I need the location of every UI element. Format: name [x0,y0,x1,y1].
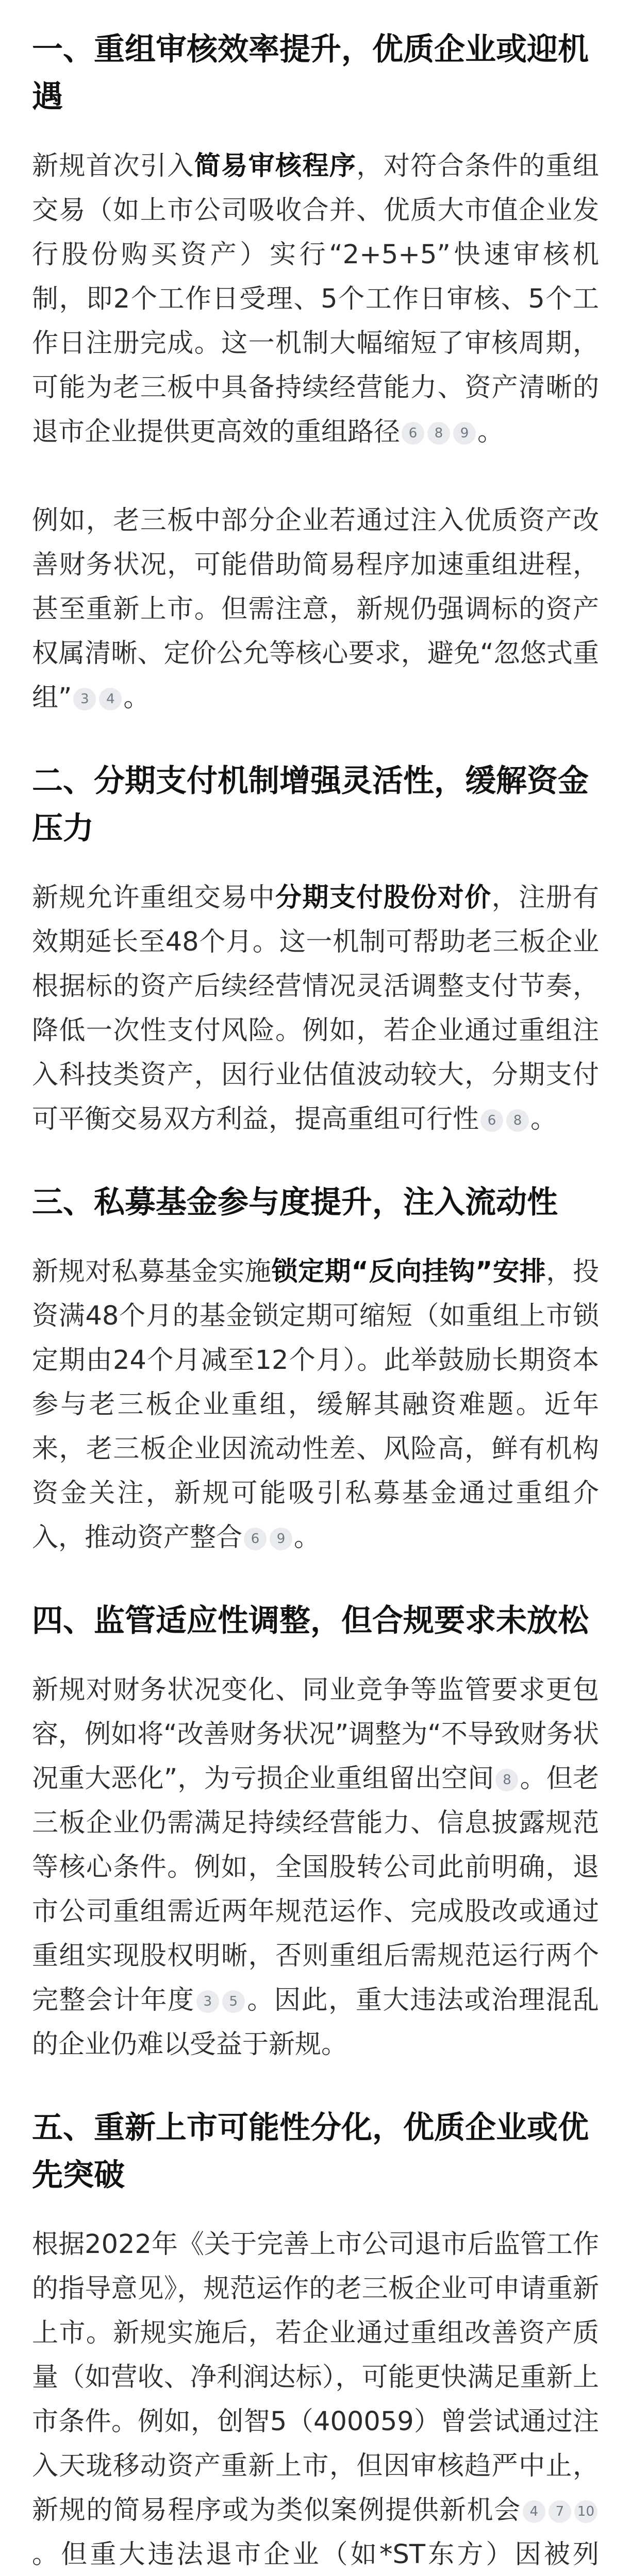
section-title: 五、重新上市可能性分化，优质企业或优先突破 [32,2110,589,2193]
paragraph [32,1250,599,1560]
text-run: 例如，老三板中部分企业若通过注入优质资产改善财务状况，可能借助简易程序加速重组进程，甚至重新上市。但需注意，新规仍强调标的资产权属清晰、定价公允等核心要求，避免“忽悠式重组” [32,505,599,713]
citation-badge[interactable]: 9 [270,1528,292,1550]
paragraph [32,1668,599,2067]
citation-badge[interactable]: 4 [99,688,122,710]
citation-badge[interactable]: 6 [480,1109,503,1132]
text-run: ，注册有效期延长至48个月。这一机制可帮助老三板企业根据标的资产后续经营情况灵活调整支付节奏，降低一次性支付风险。例如，若企业通过重组注入科技类资产，因行业估值波动较大，分期支付可平衡交易双方利益，提高重组可行性 [32,883,599,1134]
text-run: ，投资满48个月的基金锁定期可缩短（如重组上市锁定期由24个月减至12个月）。此举鼓励长期资本参与老三板企业重组，缓解其融资难题。近年来，老三板企业因流动性差、风险高，鲜有机构资金关注，新规可能吸引私募基金通过重组介入，推动资产整合 [32,1257,599,1553]
citation-badge[interactable]: 8 [506,1109,529,1132]
paragraph [32,876,599,1142]
text-run: 。 [123,683,150,713]
citation-badge[interactable]: 8 [495,1769,518,1791]
section-title: 二、分期支付机制增强灵活性，缓解资金压力 [32,763,589,846]
text-run: 新规允许重组交易中 [32,883,276,913]
citation-badge[interactable]: 8 [427,422,450,445]
citation-badge[interactable]: 7 [549,2500,571,2523]
text-run: 。但老三板企业仍需满足持续经营能力、信息披露规范等核心条件。例如，全国股转公司此前明确，退市公司重组需近两年规范运作、完成股改或通过重组实现股权明晰，否则重组后需规范运行两个完整会计年度 [32,1764,599,2015]
paragraph [32,499,599,720]
text-run: ，对符合条件的重组交易（如上市公司吸收合并、优质大市值企业发行股份购买资产）实行“2+5+5”快速审核机制，即2个工作日受理、5个工作日审核、5个工作日注册完成。这一机制大幅缩短了审核周期，可能为老三板中具备持续经营能力、资产清晰的退市企业提供更高效的重组路径 [32,151,599,447]
text-run: 新规对财务状况变化、同业竞争等监管要求更包容，例如将“改善财务状况”调整为“不导致财务状况重大恶化”，为亏损企业重组留出空间 [32,1675,599,1794]
citation-badge[interactable]: 3 [196,1990,219,2013]
text-run: 新规首次引入 [32,151,194,181]
section-title: 三、私募基金参与度提升，注入流动性 [32,1184,558,1221]
paragraph [32,2223,599,2576]
paragraph [32,144,599,454]
text-run: 。但重大违法退市企业（如*ST东方）因被列 [32,2539,599,2570]
citation-badge[interactable]: 5 [222,1990,245,2013]
citation-badge[interactable]: 4 [523,2500,545,2523]
citation-badge[interactable]: 10 [574,2500,597,2523]
section-title: 四、监管适应性调整，但合规要求未放松 [32,1603,589,1639]
citation-badge[interactable]: 6 [402,422,424,445]
text-run: 。因此，重大违法或治理混乱的企业仍难以受益于新规。 [32,1985,599,2060]
text-run: 。 [294,1522,321,1553]
text-run: 。 [530,1104,557,1134]
text-run: 根据2022年《关于完善上市公司退市后监管工作的指导意见》，规范运作的老三板企业可申请重新上市。新规实施后，若企业通过重组改善资产质量（如营收、净利润达标），可能更快满足重新上市条件。例如，创智5（400059）曾尝试通过注入天珑移动资产重新上市，但因审核趋严中止，新规的简易程序或为类似案例提供新机会 [32,2229,599,2526]
bold-keyword: 分期支付股份对价 [275,883,492,913]
section-title: 一、重组审核效率提升，优质企业或迎机遇 [32,31,589,115]
bold-keyword: 简易审核程序 [194,151,357,181]
text-run: 新规对私募基金实施 [32,1257,272,1287]
text-run: 。 [477,417,504,447]
citation-badge[interactable]: 9 [453,422,476,445]
bold-keyword: 锁定期“反向挂钩”安排 [271,1257,546,1287]
citation-badge[interactable]: 3 [73,688,96,710]
citation-badge[interactable]: 6 [244,1528,267,1550]
